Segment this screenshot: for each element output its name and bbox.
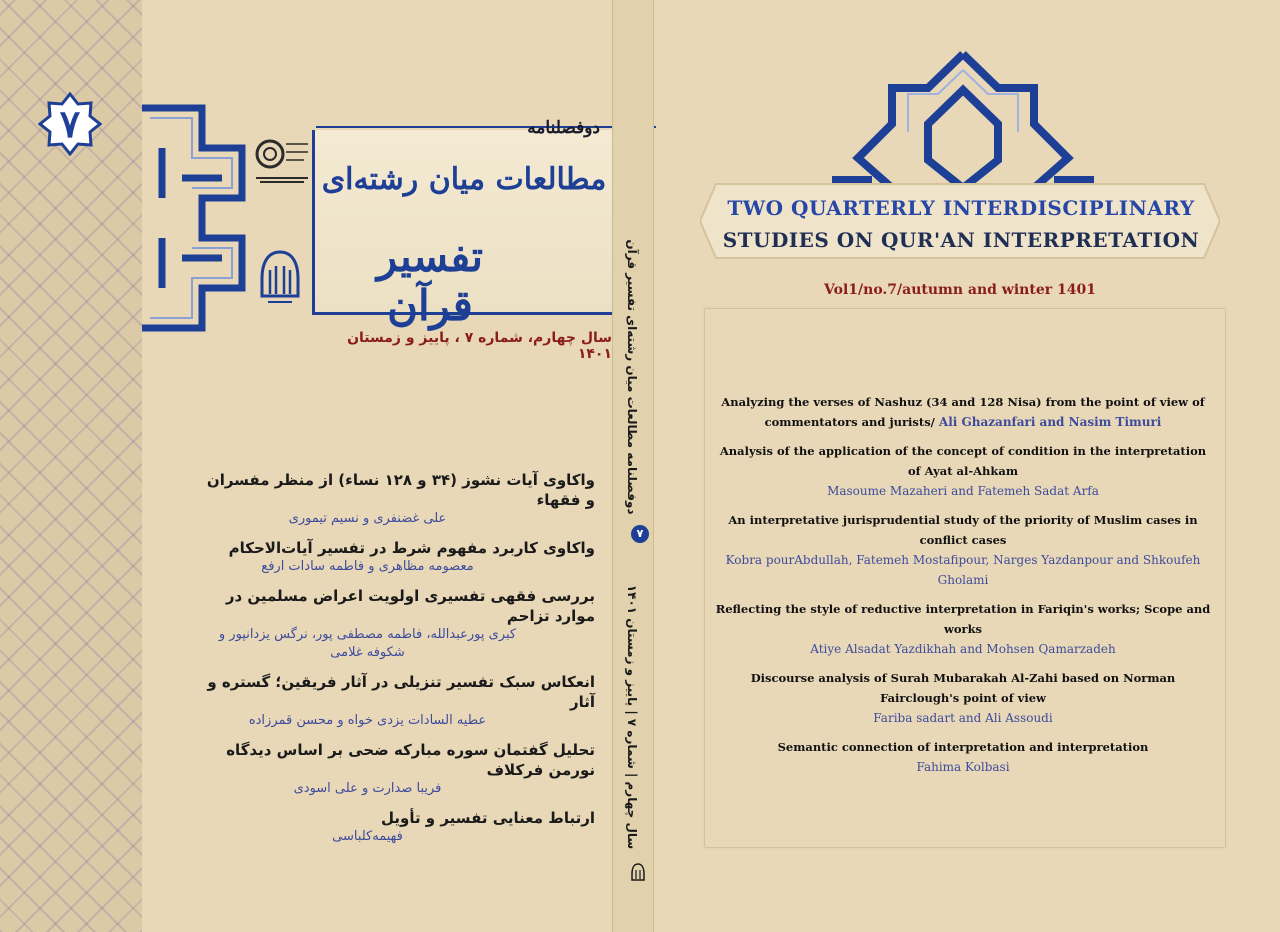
list-item xyxy=(200,808,595,846)
list-item xyxy=(712,599,1214,659)
issue-badge-number: ۷ xyxy=(59,101,81,146)
list-item xyxy=(712,510,1214,590)
journal-title-fa: مطالعات میان رشته‌ای xyxy=(321,162,607,197)
article-authors: کبری پورعبدالله، فاطمه مصطفی پور، نرگس یزدانپور و شکوفه غلامی xyxy=(218,627,517,660)
list-item xyxy=(200,672,595,730)
article-authors: Masoume Mazaheri and Fatemeh Sadat Arfa xyxy=(827,484,1099,498)
spine-issue: سال چهارم | شماره ۷ | پاییز و زمستان ۱۴۰۱ xyxy=(625,584,639,850)
geometric-crown-icon xyxy=(832,48,1094,188)
article-title: Analyzing the verses of Nashuz (34 and 128 Nisa) from the point of view of commentators and jurists/ xyxy=(721,395,1205,429)
issue-info-en: Vol1/no.7/autumn and winter 1401 xyxy=(824,282,1096,298)
list-item xyxy=(200,470,595,528)
article-title: An interpretative jurisprudential study of the priority of Muslim cases in conflict cases xyxy=(728,513,1198,547)
list-item xyxy=(712,441,1214,501)
article-authors: فریبا صدارت و علی اسودی xyxy=(293,781,442,796)
article-title: Analysis of the application of the concept of condition in the interpretation of Ayat al-Ahkam xyxy=(719,444,1207,478)
article-authors: Fariba sadart and Ali Assoudi xyxy=(873,711,1053,725)
geometric-ornament-icon xyxy=(142,88,262,348)
article-authors: علی غضنفری و نسیم تیموری xyxy=(288,511,447,526)
article-title: انعکاس سبک تفسیر تنزیلی در آثار فریقین؛ گستره و آثار xyxy=(207,673,595,711)
article-authors: فهیمه‌کلباسی xyxy=(332,829,403,844)
persian-article-list xyxy=(200,470,595,856)
article-authors: Fahima Kolbasi xyxy=(916,760,1010,774)
journal-subtitle-en: STUDIES ON QUR'AN INTERPRETATION xyxy=(722,228,1200,252)
spine-logo-icon xyxy=(630,862,646,884)
article-title: واکاوی آیات نشوز (۳۴ و ۱۲۸ نساء) از منظر مفسران و فقهاء xyxy=(206,471,595,509)
journal-title-en: TWO QUARTERLY INTERDISCIPLINARY xyxy=(727,196,1195,220)
journal-subtitle-fa: تفسیر قرآن xyxy=(376,232,484,330)
article-title: Semantic connection of interpretation and interpretation xyxy=(777,740,1149,754)
article-authors: Ali Ghazanfari and Nasim Timuri xyxy=(938,415,1162,429)
list-item xyxy=(712,737,1214,777)
article-title: Reflecting the style of reductive interpretation in Fariqin's works; Scope and works xyxy=(715,602,1211,636)
spine-title: دوفصلنامه مطالعات میان رشته‌ای تفسیر قرآن xyxy=(625,239,639,515)
list-item xyxy=(200,586,595,662)
article-authors: Atiye Alsadat Yazdikhah and Mohsen Qamarzadeh xyxy=(810,642,1116,656)
list-item xyxy=(200,740,595,798)
article-title: واکاوی کاربرد مفهوم شرط در تفسیر آیات‌الاحکام xyxy=(228,539,595,557)
list-item xyxy=(712,392,1214,432)
university-logo-icon xyxy=(254,134,310,186)
article-authors: Kobra pourAbdullah, Fatemeh Mostafipour, Narges Yazdanpour and Shkoufeh Gholami xyxy=(725,553,1201,587)
article-authors: معصومه مظاهری و فاطمه سادات ارفع xyxy=(261,559,474,574)
list-item xyxy=(200,538,595,576)
article-title: تحلیل گفتمان سوره مبارکه ضحی بر اساس دیدگاه نورمن فرکلاف xyxy=(226,741,595,779)
issue-info-fa: سال چهارم، شماره ۷ ، پاییز و زمستان ۱۴۰۱ xyxy=(347,330,612,362)
journal-type: دوفصلنامه xyxy=(527,118,600,138)
english-article-list xyxy=(712,392,1214,786)
article-authors: عطیه السادات یزدی خواه و محسن قمرزاده xyxy=(248,713,487,728)
publisher-logo-icon xyxy=(256,248,304,310)
article-title: بررسی فقهی تفسیری اولویت اعراض مسلمین در موارد تزاحم xyxy=(225,587,595,625)
article-title: Discourse analysis of Surah Mubarakah Al-Zahi based on Norman Fairclough's point of view xyxy=(750,671,1176,705)
spine-badge-number: ۷ xyxy=(636,527,644,540)
list-item xyxy=(712,668,1214,728)
article-title: ارتباط معنایی تفسیر و تأویل xyxy=(380,809,595,827)
